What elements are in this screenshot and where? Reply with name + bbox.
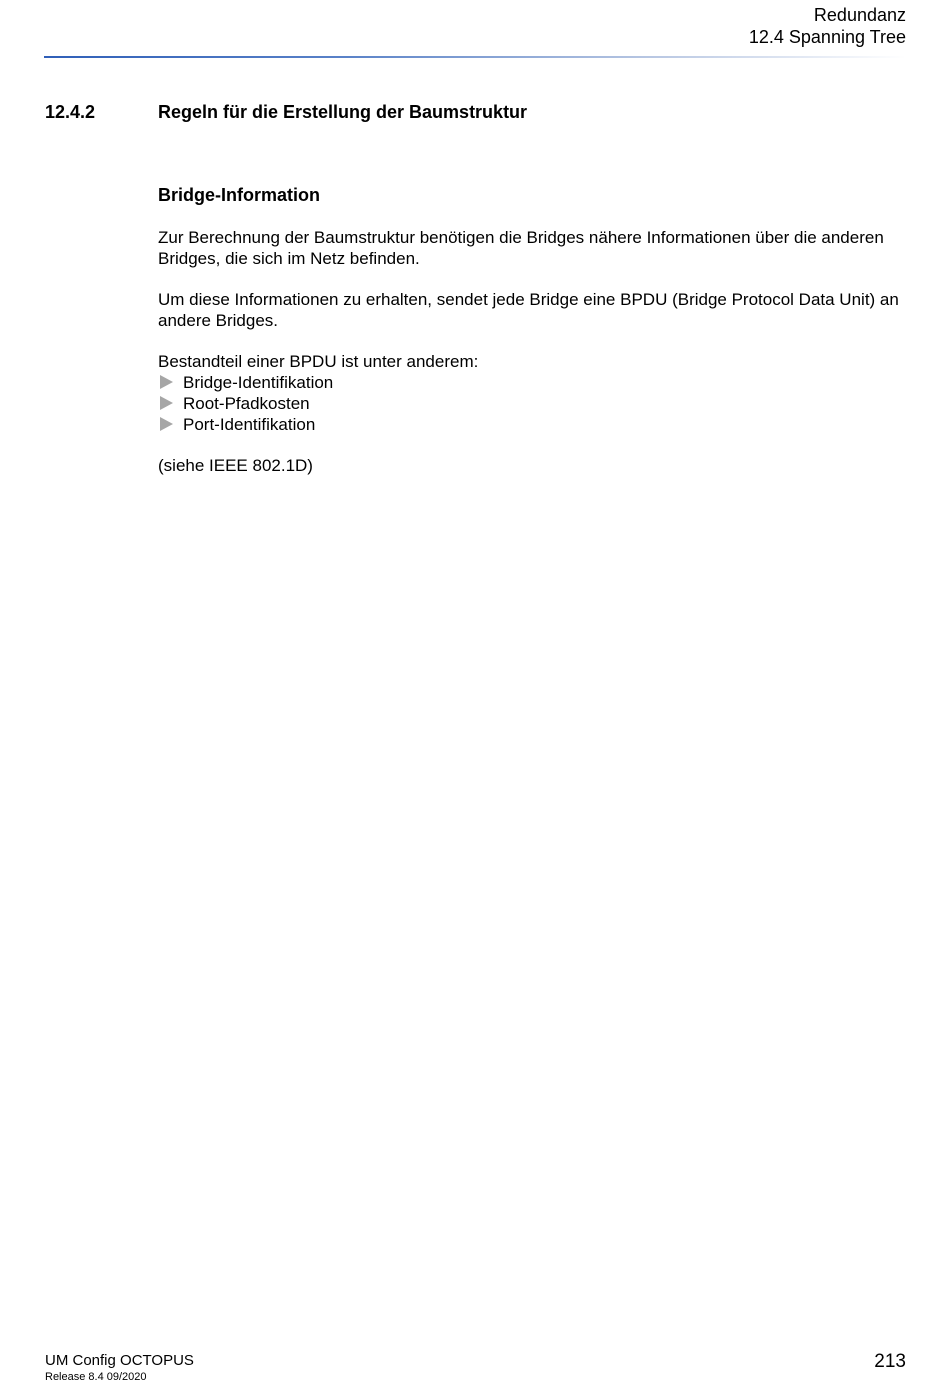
list-item: [158, 414, 333, 435]
triangle-right-icon: [160, 396, 173, 410]
list-item-label: Port-Identifikation: [183, 415, 316, 434]
header-divider: [44, 56, 906, 58]
body-paragraph: Um diese Informationen zu erhalten, sendet jede Bridge eine BPDU (Bridge Protocol Data Unit) an andere Bridges.: [158, 290, 899, 330]
header-chapter-title: Redundanz: [813, 5, 906, 25]
body-paragraph: Zur Berechnung der Baumstruktur benötigen die Bridges nähere Informationen über die anderen Bridges, die sich im Netz befinden.: [158, 228, 884, 268]
triangle-right-icon: [160, 375, 173, 389]
section-heading: Regeln für die Erstellung der Baumstruktur: [158, 102, 528, 122]
list-item-label: Root-Pfadkosten: [183, 394, 310, 413]
page-number: 213: [874, 1351, 906, 1372]
footer-product-name: UM Config OCTOPUS: [45, 1352, 194, 1369]
list-item-label: Bridge-Identifikation: [183, 373, 334, 392]
subsection-heading: Bridge-Information: [158, 185, 320, 205]
section-number: 12.4.2: [45, 102, 96, 122]
header-section-title: 12.4 Spanning Tree: [748, 27, 906, 47]
list-intro: Bestandteil einer BPDU ist unter anderem:: [158, 352, 479, 371]
list-item: [158, 372, 333, 393]
triangle-right-icon: [160, 417, 173, 431]
reference-text: (siehe IEEE 802.1D): [158, 456, 313, 475]
bpdu-components-list: [158, 372, 333, 435]
list-item: [158, 393, 333, 414]
footer-release-info: Release 8.4 09/2020: [45, 1371, 147, 1383]
